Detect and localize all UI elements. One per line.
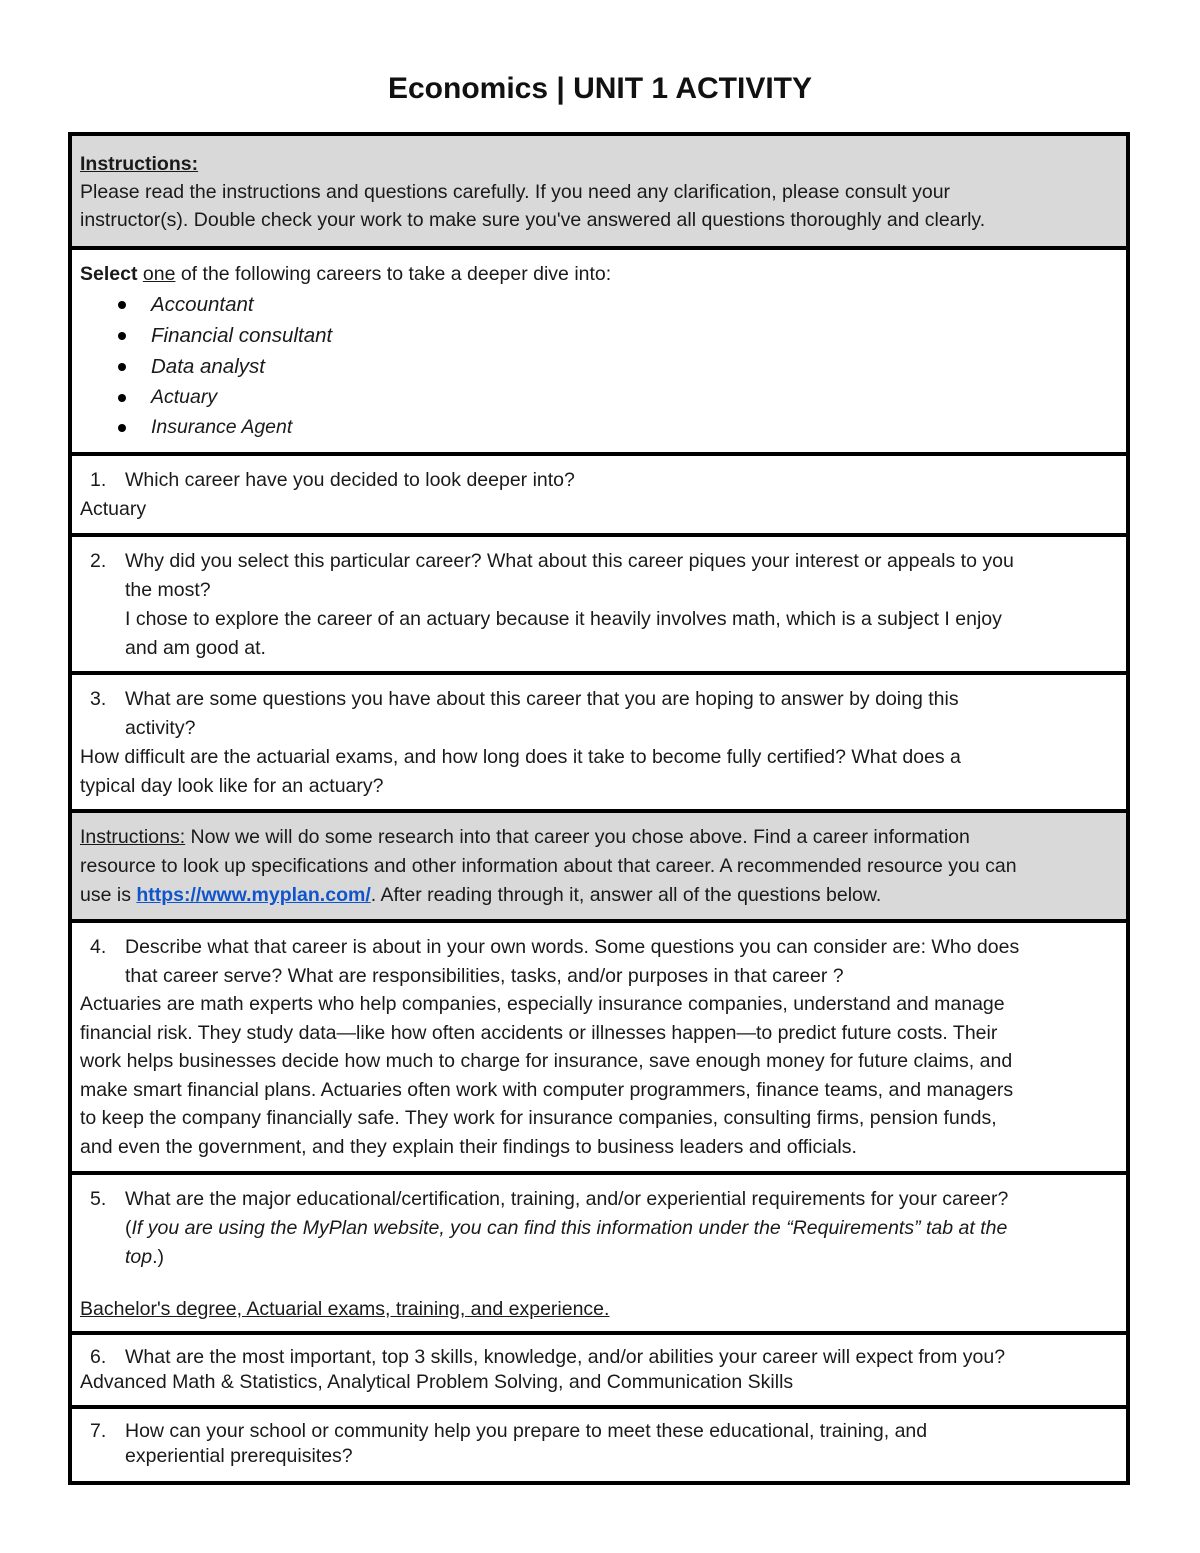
question-text: What are some questions you have about this career that you are hoping to answer by doing this (125, 688, 959, 710)
bullet-icon (118, 363, 126, 371)
select-underline: one (142, 263, 176, 285)
answer-5: Bachelor's degree, Actuarial exams, training, and experience. (80, 1298, 610, 1320)
career-label: Actuary (151, 386, 218, 408)
question-3 (80, 685, 1118, 743)
question-7-cell (72, 1405, 1126, 1481)
question-number: 5. (90, 1188, 107, 1210)
research-instructions-line (80, 823, 1118, 852)
note-text: .) (152, 1246, 165, 1268)
select-rest: of the following careers to take a deeper dive into: (175, 263, 612, 285)
bullet-icon (118, 424, 126, 432)
question-number: 4. (90, 936, 107, 958)
career-item (80, 320, 1118, 351)
instructions-cell (72, 136, 1126, 246)
question-number: 1. (90, 469, 107, 491)
question-text: Why did you select this particular career? What about this career piques your interest or appeals to you (125, 550, 1014, 572)
instructions-heading: Instructions: (80, 153, 199, 175)
bullet-icon (118, 332, 126, 340)
question-text: What are the major educational/certification, training, and/or experiential requirements for your career? (125, 1188, 1009, 1210)
career-label: Data analyst (151, 355, 265, 378)
career-select-prompt (80, 260, 1118, 289)
question-4 (80, 933, 1118, 990)
question-2 (80, 547, 1118, 663)
select-bold: Select (80, 263, 138, 285)
answer-3: How difficult are the actuarial exams, and how long does it take to become fully certified? What does a (80, 746, 961, 768)
career-item (80, 382, 1118, 412)
question-text: activity? (125, 717, 196, 739)
question-text: the most? (125, 579, 211, 601)
answer-4-line: and even the government, and they explain their findings to business leaders and officials. (80, 1135, 857, 1158)
research-instructions-line (80, 881, 1118, 910)
question-7 (80, 1419, 1118, 1469)
career-label: Financial consultant (151, 324, 333, 347)
career-item (80, 412, 1118, 442)
answer-4-line: work helps businesses decide how much to charge for insurance, save enough money for future claims, and (80, 1050, 1013, 1072)
instructions-heading: Instructions: (80, 826, 186, 848)
question-number: 6. (90, 1346, 107, 1368)
career-label: Accountant (151, 293, 254, 316)
instructions-text: . After reading through it, answer all of the questions below. (370, 884, 882, 906)
question-4-cell (72, 919, 1126, 1171)
answer-4-line: Actuaries are math experts who help companies, especially insurance companies, understand and manage (80, 993, 1005, 1015)
instructions-line: instructor(s). Double check your work to make sure you've answered all questions thoroughly and clearly. (80, 209, 986, 231)
research-instructions-cell (72, 809, 1126, 919)
instructions-text: use is (80, 884, 137, 906)
question-1 (80, 466, 1118, 495)
answer-2: and am good at. (125, 637, 266, 659)
question-text: Describe what that career is about in your own words. Some questions you can consider are: Who does (125, 936, 1020, 958)
answer-4-line: financial risk. They study data—like how often accidents or illnesses happen—to predict future costs. Their (80, 1021, 998, 1044)
instructions-line: Please read the instructions and questions carefully. If you need any clarification, please consult your (80, 181, 951, 203)
page-title: Economics | UNIT 1 ACTIVITY (387, 72, 812, 105)
question-5-cell (72, 1171, 1126, 1331)
question-text: that career serve? What are responsibilities, tasks, and/or purposes in that career ? (125, 964, 844, 987)
note-text: top (125, 1246, 153, 1268)
answer-3: typical day look like for an actuary? (80, 775, 384, 797)
question-text: What are the most important, top 3 skills, knowledge, and/or abilities your career will expect from you? (125, 1346, 1006, 1368)
question-6 (80, 1345, 1118, 1370)
instructions-text: Now we will do some research into that career you chose above. Find a career information (185, 826, 970, 848)
research-instructions-line: resource to look up specifications and other information about that career. A recommended resource you can (80, 855, 1017, 877)
career-item (80, 351, 1118, 382)
career-item (80, 289, 1118, 320)
question-number: 2. (90, 550, 107, 572)
question-text: experiential prerequisites? (125, 1445, 353, 1467)
question-6-cell (72, 1331, 1126, 1405)
career-select-cell (72, 246, 1126, 452)
question-2-cell (72, 533, 1126, 671)
bullet-icon (118, 394, 126, 402)
question-text: How can your school or community help you prepare to meet these educational, training, and (125, 1420, 928, 1442)
note-text: If you are using the MyPlan website, you can find this information under the “Requirements” tab at the (131, 1217, 1008, 1239)
question-3-cell (72, 671, 1126, 809)
spacer (80, 1272, 1118, 1295)
myplan-link[interactable]: https://www.myplan.com/ (136, 884, 371, 906)
activity-table (68, 132, 1130, 1485)
question-note (125, 1243, 1118, 1272)
answer-6: Advanced Math & Statistics, Analytical Problem Solving, and Communication Skills (80, 1371, 794, 1393)
answer-2: I chose to explore the career of an actuary because it heavily involves math, which is a subject I enjoy (125, 608, 1002, 630)
question-number: 3. (90, 688, 107, 710)
career-label: Insurance Agent (151, 416, 293, 438)
answer-4-line: make smart financial plans. Actuaries often work with computer programmers, finance teams, and managers (80, 1078, 1014, 1101)
note-text: ( (125, 1217, 132, 1239)
question-text: Which career have you decided to look deeper into? (125, 469, 575, 491)
answer-1: Actuary (80, 498, 147, 520)
answer-4-line: to keep the company financially safe. They work for insurance companies, consulting firms, pension funds, (80, 1107, 997, 1129)
question-note (125, 1214, 1118, 1243)
question-5 (80, 1185, 1118, 1272)
bullet-icon (118, 301, 126, 309)
question-1-cell (72, 452, 1126, 533)
question-number: 7. (90, 1420, 107, 1442)
